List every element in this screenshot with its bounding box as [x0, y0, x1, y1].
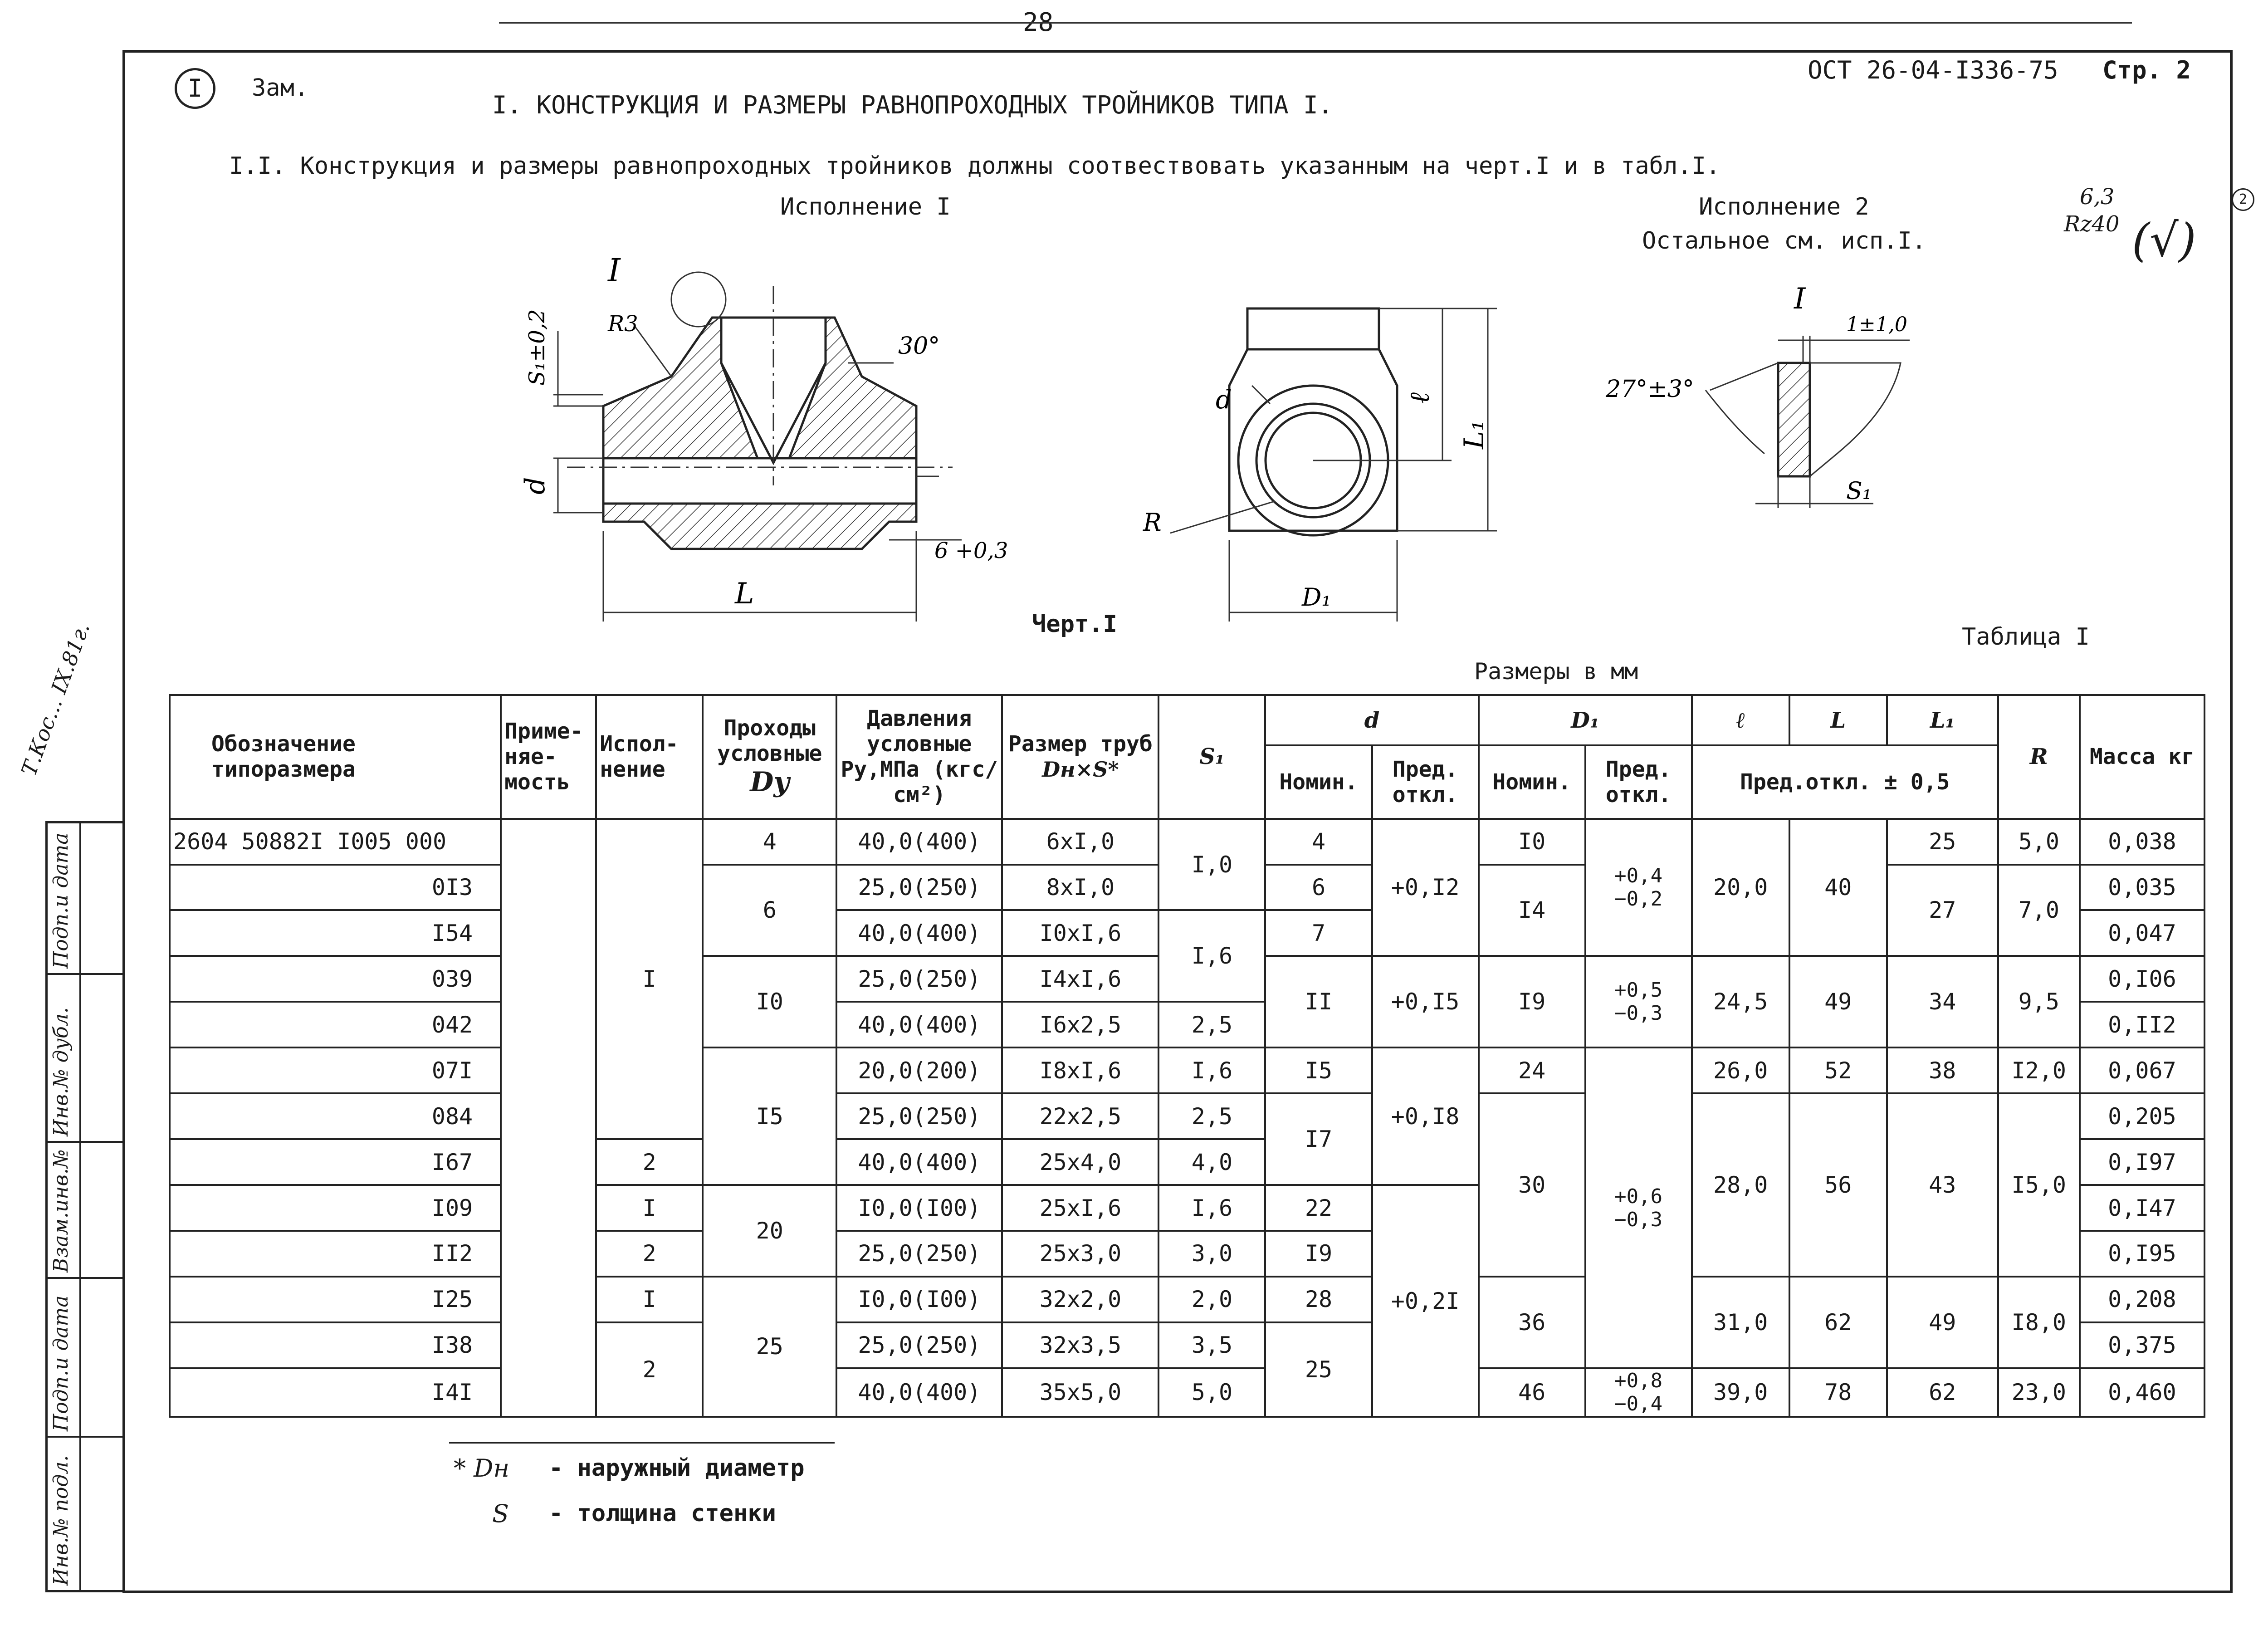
hdr-d-nom: Номин. — [1265, 745, 1372, 819]
hdr-d: d — [1265, 695, 1478, 745]
hdr-pipe-sym: Dн×S* — [1042, 757, 1119, 782]
hdr-dy-text: Проходы условные — [717, 715, 822, 767]
footnote-1-text: - наружный диаметр — [549, 1454, 805, 1482]
pressure-cell: 40,0(400) — [836, 819, 1002, 865]
mass-cell: 0,I47 — [2080, 1185, 2204, 1231]
table-row-code: I09 — [170, 1185, 501, 1231]
footnote-1-symbol: * Dн — [454, 1454, 510, 1483]
hdr-mass: Масса кг — [2080, 695, 2204, 819]
d-nom-cell: I5 — [1265, 1047, 1372, 1093]
angle-27-label: 27°±3° — [1606, 376, 1694, 403]
R-cell: 23,0 — [1998, 1368, 2080, 1417]
mass-cell: 0,375 — [2080, 1322, 2204, 1368]
s1-cell: I,0 — [1158, 819, 1265, 910]
L1-cell: 43 — [1887, 1093, 1998, 1277]
d1-tol-cell: +0,8 −0,4 — [1585, 1368, 1692, 1417]
d-nom-cell: 4 — [1265, 819, 1372, 865]
variant1-title: Исполнение I — [780, 193, 951, 220]
exec-cell: 2 — [596, 1139, 703, 1185]
table-row-code: 042 — [170, 1002, 501, 1047]
roughness-rz: Rz40 — [2064, 211, 2120, 237]
table-row-code: 084 — [170, 1093, 501, 1139]
R-cell: I5,0 — [1998, 1093, 2080, 1277]
d-nom-cell: 6 — [1265, 865, 1372, 910]
s1-cell: 2,5 — [1158, 1093, 1265, 1139]
d-nom-cell: 28 — [1265, 1277, 1372, 1322]
gap-label: 1±1,0 — [1846, 313, 1907, 336]
pipe-cell: I4xI,6 — [1002, 956, 1158, 1002]
tee-end-view-drawing — [1125, 295, 1533, 640]
table-row-code: 0I3 — [170, 865, 501, 910]
table-row-code: I38 — [170, 1322, 501, 1368]
revision-circle — [175, 68, 215, 109]
l-cell: 24,5 — [1692, 956, 1789, 1047]
l-cell: 28,0 — [1692, 1093, 1789, 1277]
mass-cell: 0,035 — [2080, 865, 2204, 910]
d-diagonal-label: d — [1216, 385, 1232, 415]
l-cell: 26,0 — [1692, 1047, 1789, 1093]
hdr-s1: S₁ — [1158, 695, 1265, 819]
variant2-title: Исполнение 2 — [1699, 193, 1869, 220]
mass-cell: 0,067 — [2080, 1047, 2204, 1093]
exec-cell: I — [596, 1277, 703, 1322]
dy-cell: 25 — [703, 1277, 836, 1417]
applicability-cell — [501, 819, 596, 1417]
d1-nom-cell: I0 — [1479, 819, 1585, 865]
d-nom-cell: 25 — [1265, 1322, 1372, 1417]
R-cell: 9,5 — [1998, 956, 2080, 1047]
R-cell: 7,0 — [1998, 865, 2080, 956]
stamp-dup-inv: Инв.№ дубл. — [49, 1007, 73, 1136]
s1-cell: 3,5 — [1158, 1322, 1265, 1368]
exec-cell: I — [596, 1185, 703, 1231]
pressure-cell: 25,0(250) — [836, 865, 1002, 910]
l-cell: 39,0 — [1692, 1368, 1789, 1417]
d1-nom-cell: 36 — [1479, 1277, 1585, 1368]
pipe-cell: 22x2,5 — [1002, 1093, 1158, 1139]
exec-cell: 2 — [596, 1231, 703, 1277]
clause-text: I.I. Конструкция и размеры равнопроходных тройников должны соотвествовать указанным на черт.I и в табл.I. — [229, 152, 1721, 180]
corner-mark: 2 — [2239, 191, 2248, 207]
pressure-cell: 40,0(400) — [836, 910, 1002, 956]
mass-cell: 0,460 — [2080, 1368, 2204, 1417]
L-cell: 49 — [1789, 956, 1887, 1047]
footnote-2-symbol: S — [492, 1499, 509, 1528]
pipe-cell: 32x3,5 — [1002, 1322, 1158, 1368]
hdr-designation: Обозначение типоразмера — [170, 695, 501, 819]
hdr-execution: Испол- нение — [596, 695, 703, 819]
pipe-cell: 25xI,6 — [1002, 1185, 1158, 1231]
R-cell: 5,0 — [1998, 819, 2080, 865]
table-row-code: I4I — [170, 1368, 501, 1417]
drawing-caption: Черт.I — [1032, 611, 1117, 638]
pressure-cell: 40,0(400) — [836, 1139, 1002, 1185]
d1-tol-cell: +0,6 −0,3 — [1585, 1047, 1692, 1368]
pressure-cell: I0,0(I00) — [836, 1277, 1002, 1322]
dy-cell: 6 — [703, 865, 836, 956]
l-cell: 20,0 — [1692, 819, 1789, 956]
d-nom-cell: II — [1265, 956, 1372, 1047]
hdr-R: R — [1998, 695, 2080, 819]
L1-cell: 25 — [1887, 819, 1998, 865]
L-cell: 40 — [1789, 819, 1887, 956]
d-tol-cell: +0,2I — [1372, 1185, 1479, 1417]
table-row-code: 07I — [170, 1047, 501, 1093]
hdr-d1-tol: Пред. откл. — [1585, 745, 1692, 819]
pressure-cell: I0,0(I00) — [836, 1185, 1002, 1231]
hdr-dy-sym: Dy — [750, 766, 790, 798]
L1-cell: 27 — [1887, 865, 1998, 956]
hdr-l: ℓ — [1692, 695, 1789, 745]
d-nom-cell: 7 — [1265, 910, 1372, 956]
s1-cell: 5,0 — [1158, 1368, 1265, 1417]
dimensions-table — [169, 694, 2205, 1418]
d1-nom-cell: 24 — [1479, 1047, 1585, 1093]
stamp-sign-date-2: Подп.и дата — [49, 1295, 73, 1431]
L1-cell: 49 — [1887, 1277, 1998, 1368]
pipe-cell: 32x2,0 — [1002, 1277, 1158, 1322]
roughness-value: 6,3 — [2080, 184, 2115, 210]
L-cell: 78 — [1789, 1368, 1887, 1417]
hdr-pipe-text: Размер труб — [1008, 731, 1153, 757]
L-cell: 62 — [1789, 1277, 1887, 1368]
roughness-check: (√) — [2132, 214, 2196, 267]
R-cell: I2,0 — [1998, 1047, 2080, 1093]
exec-cell: I — [596, 819, 703, 1140]
hdr-d-tol: Пред. откл. — [1372, 745, 1479, 819]
detail-label: I — [608, 252, 621, 289]
pipe-cell: I6x2,5 — [1002, 1002, 1158, 1047]
hdr-d1: D₁ — [1479, 695, 1692, 745]
dy-cell: I5 — [703, 1047, 836, 1185]
s1-cell: 2,5 — [1158, 1002, 1265, 1047]
exec-cell: 2 — [596, 1322, 703, 1417]
hdr-d1-nom: Номин. — [1479, 745, 1585, 819]
s1-cell: I,6 — [1158, 910, 1265, 1002]
s1-cell: 2,0 — [1158, 1277, 1265, 1322]
s1-tol-label: S₁±0,2 — [524, 309, 550, 386]
mass-cell: 0,II2 — [2080, 1002, 2204, 1047]
footnote-rule — [449, 1442, 835, 1444]
pressure-cell: 25,0(250) — [836, 956, 1002, 1002]
hdr-pressure: Давления условные Ру,МПа (кгс/см²) — [836, 695, 1002, 819]
units-label: Размеры в мм — [1474, 658, 1638, 685]
D1-label: D₁ — [1302, 583, 1331, 612]
table-row-code: I25 — [170, 1277, 501, 1322]
pipe-cell: 6xI,0 — [1002, 819, 1158, 865]
table-caption: Таблица I — [1962, 623, 2090, 651]
L1-cell: 38 — [1887, 1047, 1998, 1093]
angle-30-label: 30° — [898, 333, 940, 360]
hdr-pipe — [1002, 695, 1158, 819]
stamp-sign-date-1: Подп.и дата — [49, 832, 73, 969]
l-cell: 31,0 — [1692, 1277, 1789, 1368]
d1-nom-cell: I4 — [1479, 865, 1585, 956]
revision-label: Зам. — [252, 74, 309, 102]
s1-cell: I,6 — [1158, 1047, 1265, 1093]
d1-tol-cell: +0,5 −0,3 — [1585, 956, 1692, 1047]
s1-cell: I,6 — [1158, 1185, 1265, 1231]
d-tol-cell: +0,I2 — [1372, 819, 1479, 956]
table-row-code: I67 — [170, 1139, 501, 1185]
tee-section-drawing — [499, 240, 1066, 635]
pressure-cell: 25,0(250) — [836, 1093, 1002, 1139]
stamp-column — [45, 821, 125, 1592]
L1-label: L₁ — [1458, 420, 1490, 449]
r3-label: R3 — [608, 311, 638, 337]
d1-nom-cell: 46 — [1479, 1368, 1585, 1417]
table-row-code: II2 — [170, 1231, 501, 1277]
s1-detail-label: S₁ — [1846, 478, 1872, 505]
hdr-L1: L₁ — [1887, 695, 1998, 745]
d1-nom-cell: I9 — [1479, 956, 1585, 1047]
d-nom-cell: I9 — [1265, 1231, 1372, 1277]
d1-tol-cell: +0,4 −0,2 — [1585, 819, 1692, 956]
corner-circle — [2232, 188, 2254, 211]
revision-mark: I — [187, 74, 203, 103]
pressure-cell: 40,0(400) — [836, 1002, 1002, 1047]
R-cell: I8,0 — [1998, 1277, 2080, 1368]
mass-cell: 0,208 — [2080, 1277, 2204, 1322]
stamp-orig-inv: Инв.№ подл. — [49, 1455, 73, 1586]
d-label: d — [519, 477, 551, 494]
pipe-cell: 8xI,0 — [1002, 865, 1158, 910]
variant2-note: Остальное см. исп.I. — [1642, 227, 1926, 255]
L-cell: 52 — [1789, 1047, 1887, 1093]
table-row-code: 039 — [170, 956, 501, 1002]
hdr-tol-common: Пред.откл. ± 0,5 — [1692, 745, 1998, 819]
L1-cell: 34 — [1887, 956, 1998, 1047]
hdr-dy — [703, 695, 836, 819]
L1-cell: 62 — [1887, 1368, 1998, 1417]
d-tol-cell: +0,I8 — [1372, 1047, 1479, 1185]
mass-cell: 0,I06 — [2080, 956, 2204, 1002]
table-row-code: I54 — [170, 910, 501, 956]
pipe-cell: I0xI,6 — [1002, 910, 1158, 956]
hdr-applicability: Приме- няе- мость — [501, 695, 596, 819]
pressure-cell: 40,0(400) — [836, 1368, 1002, 1417]
detail-drawing — [1601, 281, 1928, 535]
l-label: ℓ — [1404, 392, 1436, 404]
L-label: L — [735, 577, 754, 611]
R-label: R — [1143, 508, 1162, 537]
chamfer-label: 6 +0,3 — [934, 538, 1008, 563]
dy-cell: I0 — [703, 956, 836, 1047]
standard-number: ОСТ 26-04-I336-75 — [1808, 56, 2058, 84]
section-title: I. КОНСТРУКЦИЯ И РАЗМЕРЫ РАВНОПРОХОДНЫХ ТРОЙНИКОВ ТИПА I. — [492, 91, 1333, 119]
s1-cell: 3,0 — [1158, 1231, 1265, 1277]
d-nom-cell: 22 — [1265, 1185, 1372, 1231]
hdr-L: L — [1789, 695, 1887, 745]
mass-cell: 0,038 — [2080, 819, 2204, 865]
dy-cell: 4 — [703, 819, 836, 865]
pressure-cell: 20,0(200) — [836, 1047, 1002, 1093]
top-rule — [499, 22, 2132, 24]
L-cell: 56 — [1789, 1093, 1887, 1277]
pipe-cell: I8xI,6 — [1002, 1047, 1158, 1093]
mass-cell: 0,I97 — [2080, 1139, 2204, 1185]
pressure-cell: 25,0(250) — [836, 1322, 1002, 1368]
d1-nom-cell: 30 — [1479, 1093, 1585, 1277]
mass-cell: 0,205 — [2080, 1093, 2204, 1139]
pipe-cell: 35x5,0 — [1002, 1368, 1158, 1417]
page-label: Стр. 2 — [2102, 56, 2191, 84]
stamp-repl-inv: Взам.инв.№ — [49, 1149, 73, 1273]
footnote-2-text: - толщина стенки — [549, 1500, 776, 1527]
s1-cell: 4,0 — [1158, 1139, 1265, 1185]
pressure-cell: 25,0(250) — [836, 1231, 1002, 1277]
pipe-cell: 25x3,0 — [1002, 1231, 1158, 1277]
dy-cell: 20 — [703, 1185, 836, 1277]
d-nom-cell: I7 — [1265, 1093, 1372, 1185]
detail2-label: I — [1794, 282, 1806, 316]
pipe-cell: 25x4,0 — [1002, 1139, 1158, 1185]
d-tol-cell: +0,I5 — [1372, 956, 1479, 1047]
table-row-code: 2604 50882I I005 000 — [170, 819, 501, 865]
mass-cell: 0,047 — [2080, 910, 2204, 956]
mass-cell: 0,I95 — [2080, 1231, 2204, 1277]
signature: Т.Кос... IX.81г. — [16, 619, 95, 779]
page-number: 28 — [1023, 8, 1054, 37]
